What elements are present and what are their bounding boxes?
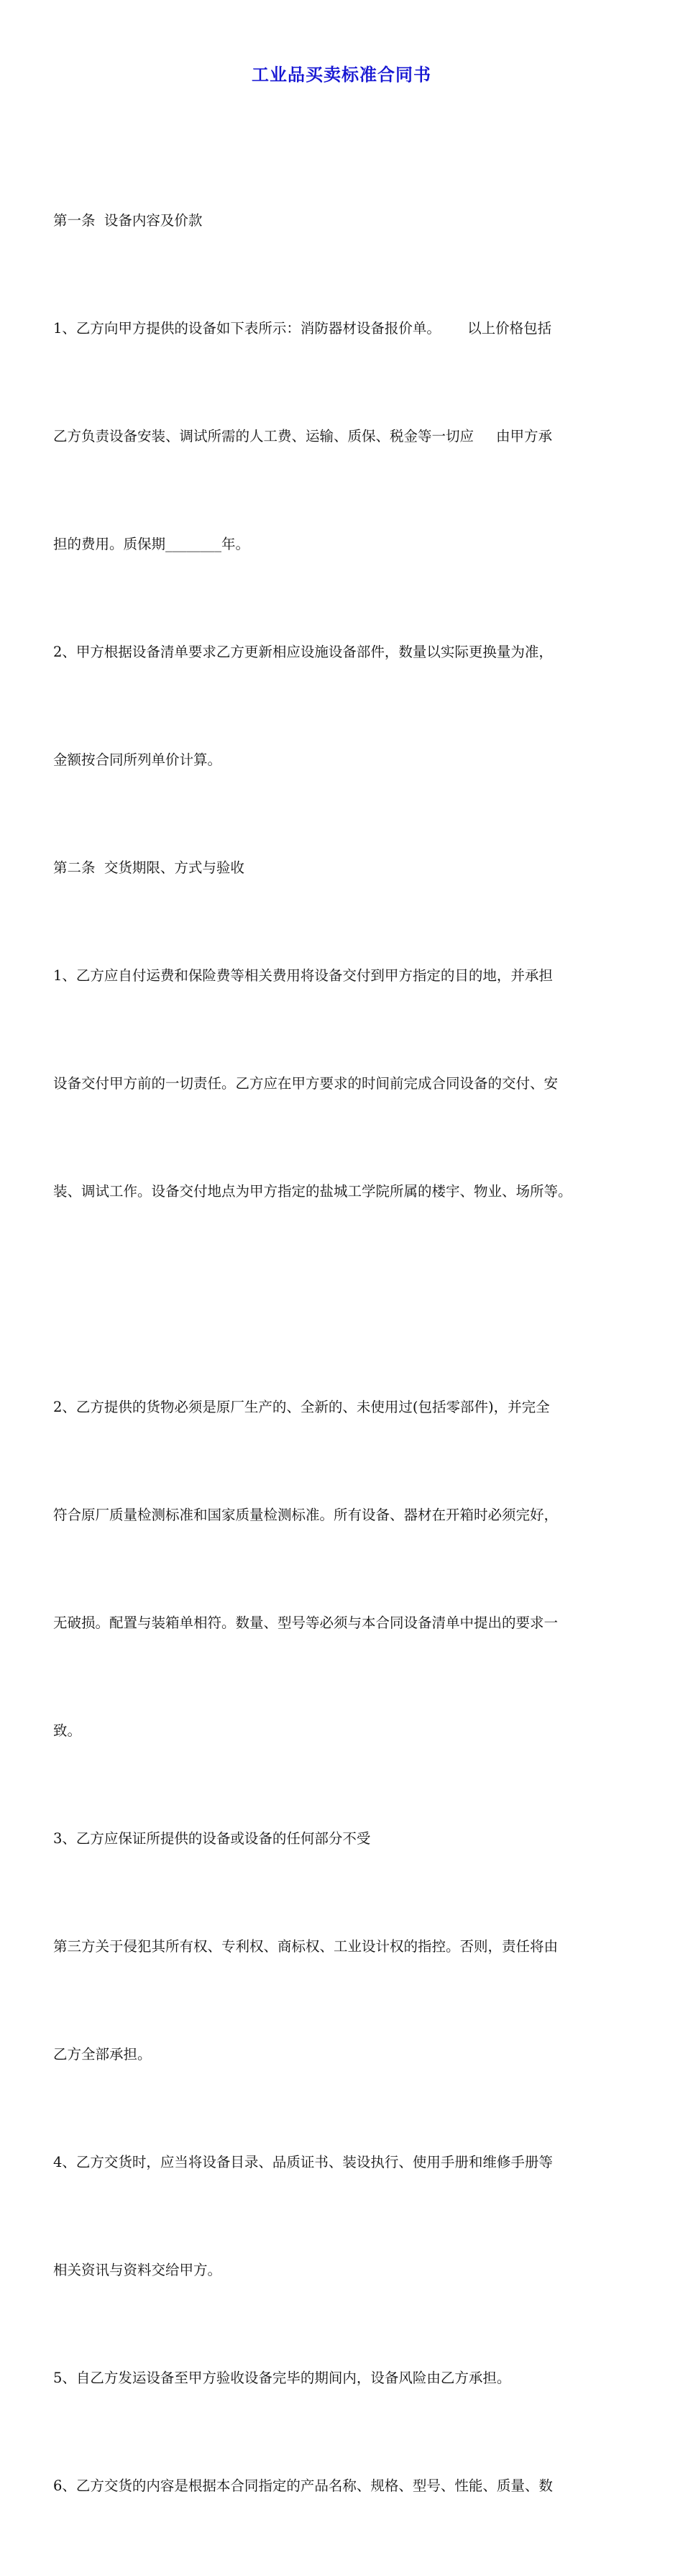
paragraph-line: 符合原厂质量检测标准和国家质量检测标准。所有设备、器材在开箱时必须完好，: [53, 1507, 559, 1523]
section-heading-2: 第二条 交货期限、方式与验收: [53, 859, 244, 876]
blank-line: [53, 1282, 639, 1317]
paragraph-line: 1、乙方向甲方提供的设备如下表所示：消防器材设备报价单。 以上价格包括: [53, 320, 552, 337]
paragraph-line: 2、甲方根据设备清单要求乙方更新相应设施设备部件，数量以实际更换量为准，: [53, 644, 553, 660]
paragraph-line: 第三方关于侵犯其所有权、专利权、商标权、工业设计权的指控。否则，责任将由: [53, 1938, 559, 1955]
paragraph-line: 2、乙方提供的货物必须是原厂生产的、全新的、未使用过(包括零部件)，并完全: [53, 1399, 550, 1415]
paragraph-line: 无破损。配置与装箱单相符。数量、型号等必须与本合同设备清单中提出的要求一: [53, 1614, 559, 1631]
paragraph-line: 致。: [53, 1722, 82, 1739]
paragraph-line: 装、调试工作。设备交付地点为甲方指定的盐城工学院所属的楼宇、物业、场所等。: [53, 1183, 572, 1200]
document-title: 工业品买卖标准合同书: [252, 65, 431, 85]
paragraph-line: 担的费用。质保期________年。: [53, 536, 250, 552]
document-body: [53, 131, 639, 2576]
paragraph-line: 6、乙方交货的内容是根据本合同指定的产品名称、规格、型号、性能、质量、数: [53, 2477, 553, 2494]
paragraph-line: 5、自乙方发运设备至甲方验收设备完毕的期间内，设备风险由乙方承担。: [53, 2370, 511, 2386]
paragraph-line: 1、乙方应自付运费和保险费等相关费用将设备交付到甲方指定的目的地，并承担: [53, 967, 553, 984]
paragraph-line: 设备交付甲方前的一切责任。乙方应在甲方要求的时间前完成合同设备的交付、安: [53, 1075, 559, 1092]
paragraph-line: 相关资讯与资料交给甲方。: [53, 2262, 222, 2278]
paragraph-line: 乙方负责设备安装、调试所需的人工费、运输、质保、税金等一切应 由甲方承: [53, 428, 552, 444]
paragraph-line: 金额按合同所列单价计算。: [53, 752, 222, 768]
paragraph-line: 3、乙方应保证所提供的设备或设备的任何部分不受: [53, 1830, 371, 1847]
section-heading-1: 第一条 设备内容及价款: [53, 212, 203, 229]
paragraph-line: 乙方全部承担。: [53, 2046, 152, 2063]
paragraph-line: 4、乙方交货时，应当将设备目录、品质证书、装设执行、使用手册和维修手册等: [53, 2154, 553, 2170]
